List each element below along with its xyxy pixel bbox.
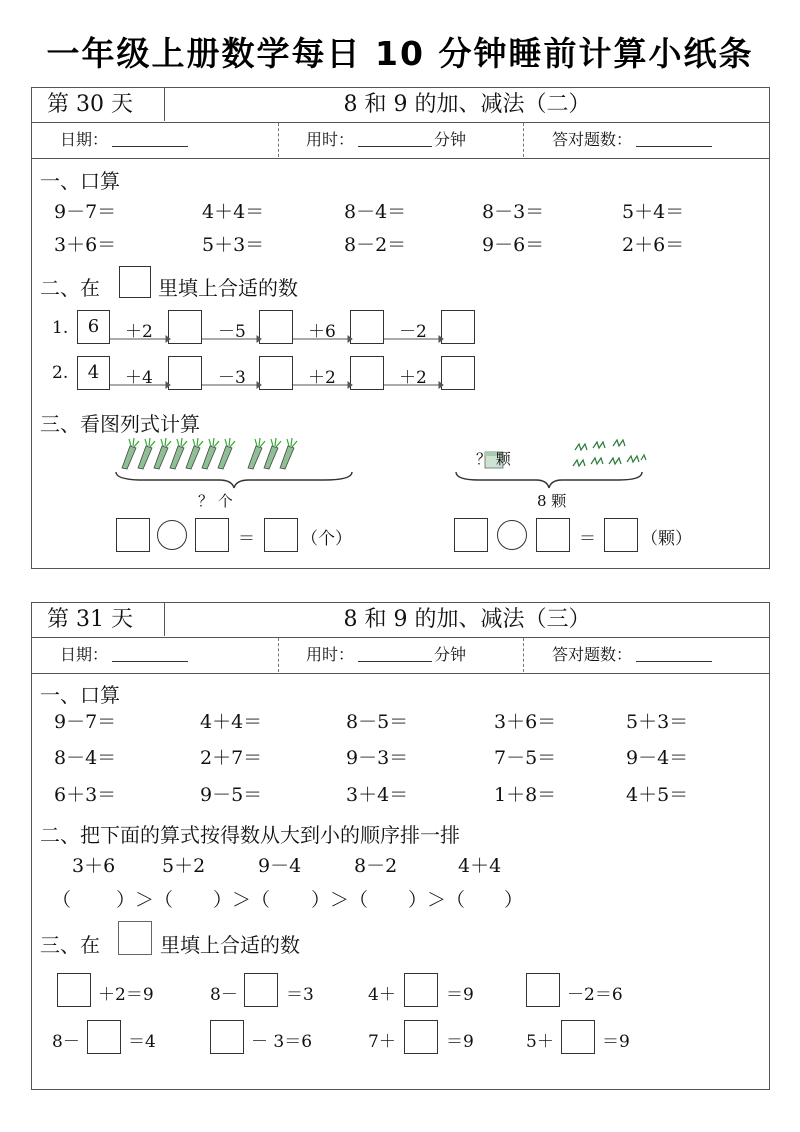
day-label: 第 30 天 <box>32 88 165 121</box>
oral-item: 9－6＝ <box>482 234 545 256</box>
section-fill-title <box>40 272 100 301</box>
picture2-operator-circle[interactable] <box>497 520 527 550</box>
chain-op: ＋2 <box>399 368 427 388</box>
fill-text: －2＝6 <box>567 985 623 1005</box>
oral-item: 8－5＝ <box>346 711 409 733</box>
oral-item: 3＋4＝ <box>346 784 409 806</box>
oral-item: 8－4＝ <box>344 201 407 223</box>
section-picture-title: 三、看图列式计算 <box>40 412 200 436</box>
oral-item: 9－4＝ <box>626 747 689 769</box>
fill-text: ＋2＝9 <box>98 985 154 1005</box>
order-slot[interactable]: ） <box>504 889 524 911</box>
date-blank[interactable] <box>112 642 188 662</box>
fill-text: ＝4 <box>128 1032 156 1052</box>
chain-start-value: 4 <box>87 362 100 383</box>
card-header <box>32 88 769 123</box>
date-label: 日期： <box>60 130 109 149</box>
order-expression: 9－4 <box>258 855 302 877</box>
day-label: 第 31 天 <box>32 603 165 636</box>
chain-op: －3 <box>218 368 246 388</box>
time-cell <box>279 638 524 672</box>
section-order-title: 二、把下面的算式按得数从大到小的顺序排一排 <box>40 823 460 847</box>
oral-item: 5＋3＝ <box>202 234 265 256</box>
time-cell <box>279 123 524 157</box>
section-oral-title: 一、口算 <box>40 683 120 707</box>
fill-box[interactable] <box>210 1020 244 1054</box>
picture2-operand-box[interactable] <box>454 518 488 552</box>
oral-item: 5＋4＝ <box>622 201 685 223</box>
chain-arrows <box>32 335 771 345</box>
oral-item: 7－5＝ <box>494 747 557 769</box>
picture2-operand-box[interactable] <box>536 518 570 552</box>
chain-label: 2. <box>52 363 69 383</box>
section-fill-post: 里填上合适的数 <box>158 276 298 300</box>
oral-item: 3＋6＝ <box>494 711 557 733</box>
fill-box[interactable] <box>244 973 278 1007</box>
date-cell <box>32 123 279 157</box>
correct-cell <box>524 123 769 157</box>
picture1-result-box[interactable] <box>264 518 298 552</box>
worksheet-day-31 <box>31 602 770 1090</box>
info-row <box>32 123 769 159</box>
fill-box[interactable] <box>561 1020 595 1054</box>
oral-item: 2＋7＝ <box>200 747 263 769</box>
order-slot[interactable]: ）＞（ <box>408 889 466 911</box>
fill-text: 8－ <box>210 985 238 1005</box>
oral-item: 8－3＝ <box>482 201 545 223</box>
oral-item: 5＋3＝ <box>626 711 689 733</box>
brace-1 <box>114 470 354 490</box>
fill-box[interactable] <box>404 973 438 1007</box>
chain-start-value: 6 <box>87 316 100 337</box>
fill-box[interactable] <box>526 973 560 1007</box>
correct-blank[interactable] <box>636 642 712 662</box>
brace-2 <box>454 470 644 490</box>
candies-illustration <box>571 438 661 474</box>
chain-op: ＋6 <box>308 322 336 342</box>
oral-item: 9－7＝ <box>54 201 117 223</box>
lesson-title: 8 和 9 的加、减法（三） <box>343 607 591 632</box>
picture1-operand-box[interactable] <box>195 518 229 552</box>
date-label: 日期： <box>60 645 109 664</box>
section-fill-post: 里填上合适的数 <box>160 933 300 957</box>
section-fill-pre: 二、在 <box>40 276 100 300</box>
fill-text: － 3＝6 <box>251 1032 313 1052</box>
order-expression: 8－2 <box>354 855 398 877</box>
equals-sign: ＝ <box>579 529 596 549</box>
correct-label: 答对题数： <box>552 130 633 149</box>
equals-sign: ＝ <box>238 529 255 549</box>
section-fill-title: 三、在 <box>40 933 100 957</box>
fill-text: ＝3 <box>286 985 314 1005</box>
picture1-operand-box[interactable] <box>116 518 150 552</box>
fill-text: ＝9 <box>446 1032 474 1052</box>
order-expression: 5＋2 <box>162 855 206 877</box>
oral-item: 9－5＝ <box>200 784 263 806</box>
correct-cell <box>524 638 769 672</box>
oral-item: 6＋3＝ <box>54 784 117 806</box>
fill-text: 4＋ <box>368 985 396 1005</box>
date-blank[interactable] <box>112 127 188 147</box>
oral-item: 9－3＝ <box>346 747 409 769</box>
chain-op: ＋2 <box>125 322 153 342</box>
picture1-unit: （个） <box>301 529 352 549</box>
carrot-icon <box>122 438 139 469</box>
picture2-unit: （颗） <box>641 529 692 549</box>
order-slot[interactable]: （ <box>52 889 72 911</box>
example-box <box>118 921 152 955</box>
order-expression: 3＋6 <box>72 855 116 877</box>
minutes-label: 分钟 <box>434 130 467 149</box>
time-label: 用时： <box>306 130 355 149</box>
time-blank[interactable] <box>358 642 432 662</box>
oral-item: 9－7＝ <box>54 711 117 733</box>
oral-item: 4＋5＝ <box>626 784 689 806</box>
page-title: 一年级上册数学每日 10 分钟睡前计算小纸条 <box>46 34 754 73</box>
fill-text: ＝9 <box>602 1032 630 1052</box>
info-row <box>32 638 769 674</box>
oral-item: 4＋4＝ <box>202 201 265 223</box>
order-slot[interactable]: ）＞（ <box>311 889 369 911</box>
fill-text: 7＋ <box>368 1032 396 1052</box>
example-box <box>119 266 151 298</box>
order-expression: 4＋4 <box>458 855 502 877</box>
minutes-label: 分钟 <box>434 645 467 664</box>
card-header <box>32 603 769 638</box>
chain-op: ＋2 <box>308 368 336 388</box>
oral-item: 8－4＝ <box>54 747 117 769</box>
chain-op: －5 <box>218 322 246 342</box>
order-slot[interactable]: ）＞（ <box>116 889 174 911</box>
date-cell <box>32 638 279 672</box>
oral-item: 4＋4＝ <box>200 711 263 733</box>
fill-text: 5＋ <box>526 1032 554 1052</box>
chain-arrows <box>32 381 771 391</box>
correct-label: 答对题数： <box>552 645 633 664</box>
fill-text: 8－ <box>52 1032 80 1052</box>
picture1-operator-circle[interactable] <box>157 520 187 550</box>
picture1-question: ？ 个 <box>198 492 233 510</box>
picture2-result-box[interactable] <box>604 518 638 552</box>
oral-item: 3＋6＝ <box>54 234 117 256</box>
picture2-question: ？ 颗 <box>476 450 511 468</box>
picture2-total: 8 颗 <box>537 492 567 510</box>
time-blank[interactable] <box>358 127 432 147</box>
time-label: 用时： <box>306 645 355 664</box>
worksheet-day-30 <box>31 87 770 569</box>
correct-blank[interactable] <box>636 127 712 147</box>
chain-label: 1. <box>52 318 69 338</box>
oral-item: 8－2＝ <box>344 234 407 256</box>
fill-box[interactable] <box>404 1020 438 1054</box>
chain-op: ＋4 <box>125 368 153 388</box>
fill-box[interactable] <box>87 1020 121 1054</box>
fill-box[interactable] <box>57 973 91 1007</box>
order-slot[interactable]: ）＞（ <box>213 889 271 911</box>
lesson-title: 8 和 9 的加、减法（二） <box>343 92 591 117</box>
section-oral-title: 一、口算 <box>40 169 120 193</box>
oral-item: 1＋8＝ <box>494 784 557 806</box>
chain-op: －2 <box>399 322 427 342</box>
oral-item: 2＋6＝ <box>622 234 685 256</box>
fill-text: ＝9 <box>446 985 474 1005</box>
